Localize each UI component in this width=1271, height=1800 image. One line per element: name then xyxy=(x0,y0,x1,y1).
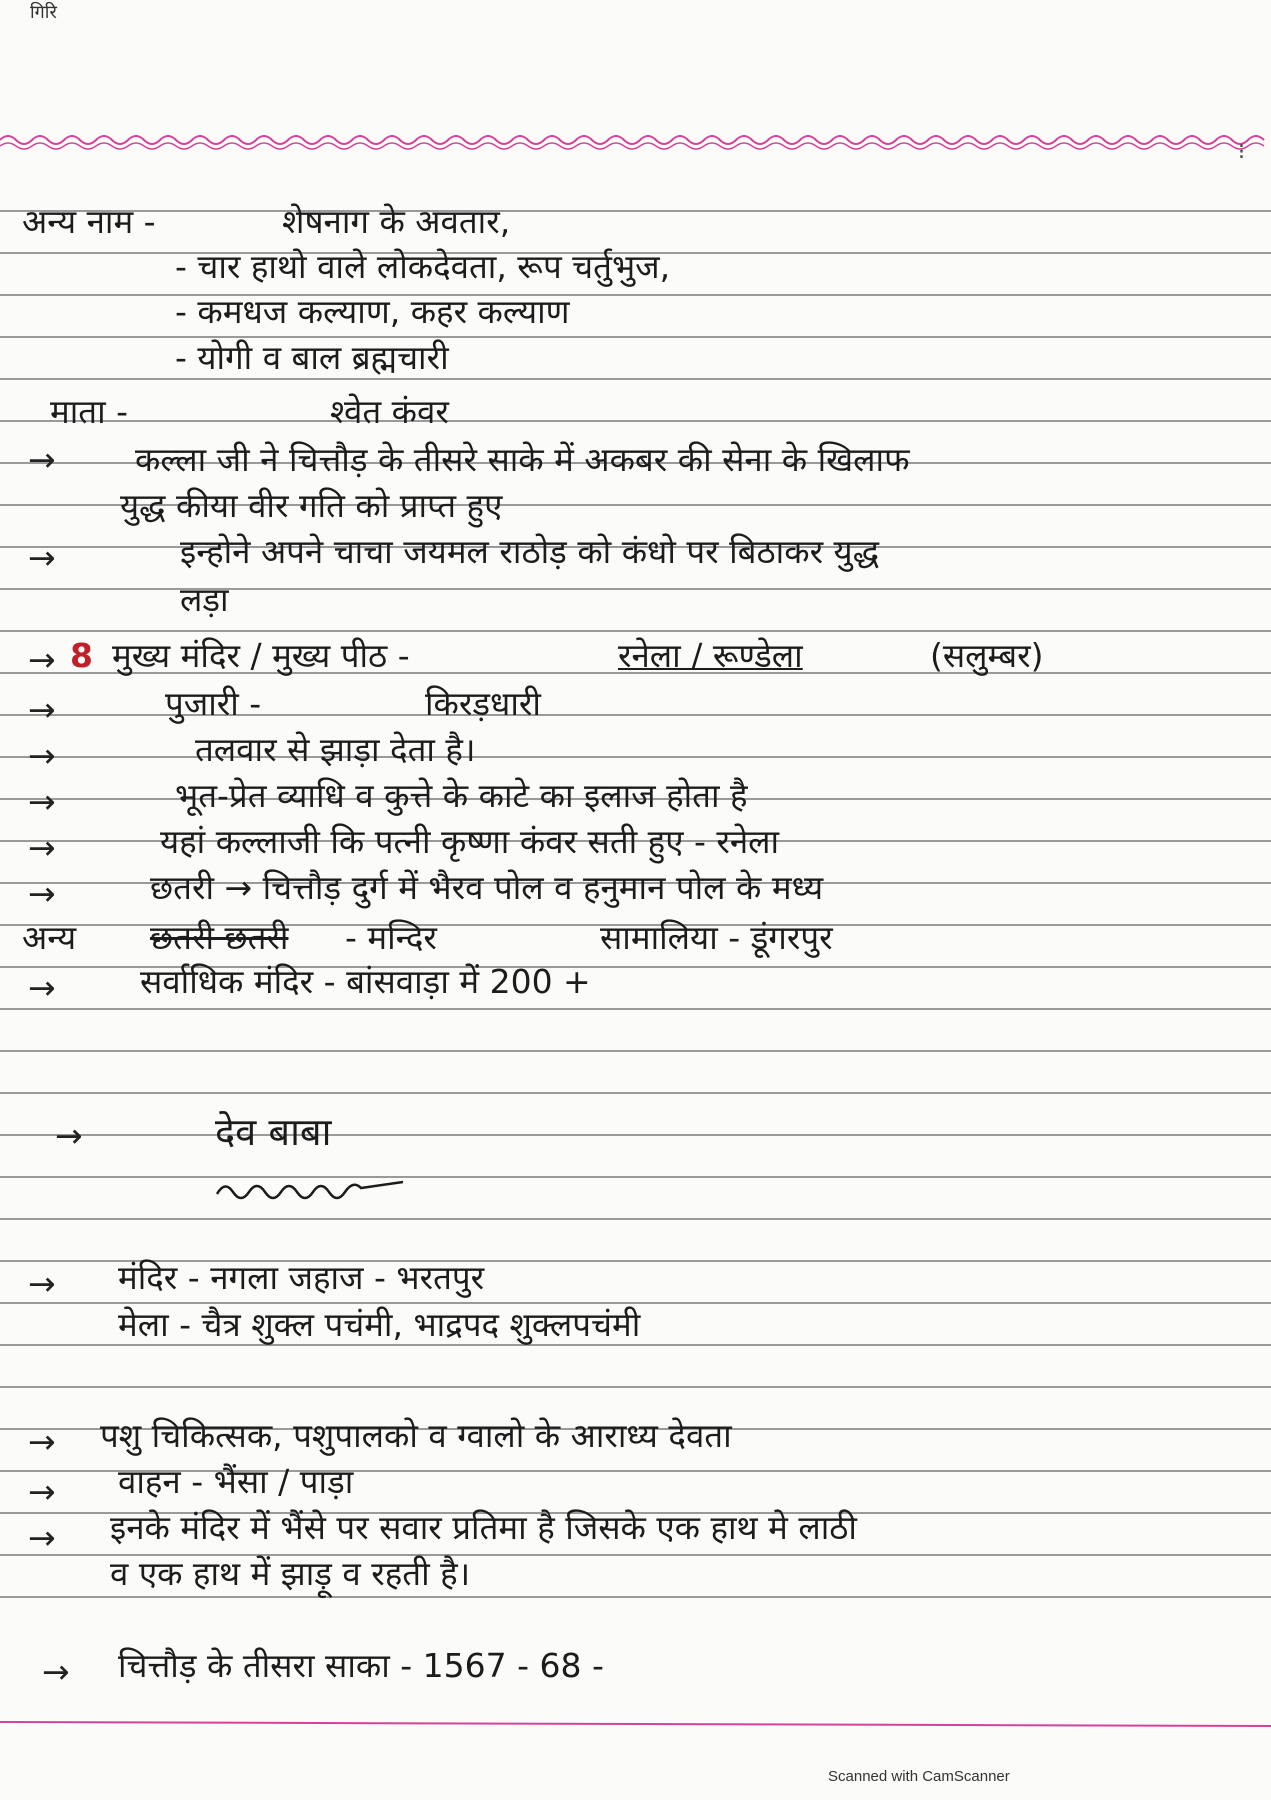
arrow-icon: → xyxy=(28,1472,56,1511)
dev-fair: मेला - चैत्र शुक्ल पचंमी, भाद्रपद शुक्लपचंमी xyxy=(118,1305,641,1344)
alt-name-1: शेषनाग के अवतार, xyxy=(282,202,511,241)
margin-dots: ⁝ xyxy=(1238,140,1245,165)
top-decorative-rule xyxy=(0,128,1271,150)
alt-name-2: - चार हाथो वाले लोकदेवता, रूप चर्तुभुज, xyxy=(175,247,671,286)
main-temple-district: (सलुम्बर) xyxy=(930,636,1044,675)
arrow-icon: → xyxy=(28,440,56,479)
arrow-icon: → xyxy=(28,640,56,679)
note-line-jaimal: इन्होने अपने चाचा जयमल राठोड़ को कंधो पर बिठाकर युद्ध xyxy=(180,532,880,571)
note-line-third-saka: चित्तौड़ के तीसरा साका - 1567 - 68 - xyxy=(118,1646,604,1685)
arrow-icon: → xyxy=(55,1116,83,1155)
alt-name-4: - योगी व बाल ब्रह्मचारी xyxy=(175,338,449,377)
note-line-ilaj: भूत-प्रेत व्याधि व कुत्ते के काटे का इलाज होता है xyxy=(175,776,748,815)
arrow-icon: → xyxy=(28,736,56,775)
note-line-jhaada: तलवार से झाड़ा देता है। xyxy=(195,730,476,769)
corner-text: गिरि xyxy=(30,2,57,23)
other-temple: - मन्दिर xyxy=(345,918,437,957)
note-line-saka: कल्ला जी ने चित्तौड़ के तीसरे साके में अकबर की सेना के खिलाफ xyxy=(135,440,910,479)
arrow-icon: → xyxy=(28,690,56,729)
heading-squiggle xyxy=(215,1178,405,1200)
arrow-icon: → xyxy=(28,1264,56,1303)
arrow-icon: → xyxy=(28,1518,56,1557)
arrow-icon: → xyxy=(28,538,56,577)
bottom-margin-rule xyxy=(0,1716,1271,1730)
note-line-aradhya: पशु चिकित्सक, पशुपालको व ग्वालो के आराध्य देवता xyxy=(100,1416,732,1455)
section-heading: देव बाबा xyxy=(215,1110,332,1154)
main-temple-place: रनेला / रूण्डेला xyxy=(618,636,803,675)
dev-temple: मंदिर - नगला जहाज - भरतपुर xyxy=(118,1258,485,1297)
note-line-jhaadu: व एक हाथ में झाड़ू व रहती है। xyxy=(110,1554,471,1593)
note-line-lada: लड़ा xyxy=(180,580,229,619)
arrow-icon: → xyxy=(28,1422,56,1461)
arrow-icon: → xyxy=(28,828,56,867)
note-line-veergati: युद्ध कीया वीर गति को प्राप्त हुए xyxy=(120,486,503,525)
arrow-icon: → xyxy=(42,1652,70,1691)
priest-label: पुजारी - xyxy=(165,684,262,723)
arrow-icon: → xyxy=(28,968,56,1007)
red-mark-icon: 8 xyxy=(70,636,93,675)
other-label: अन्य xyxy=(22,918,77,957)
alt-names-label: अन्य नाम - xyxy=(22,202,156,241)
mother-label: माता - xyxy=(50,392,129,431)
mother-name: श्वेत कंवर xyxy=(330,392,449,431)
arrow-icon: → xyxy=(28,782,56,821)
note-line-pratima: इनके मंदिर में भैंसे पर सवार प्रतिमा है जिसके एक हाथ मे लाठी xyxy=(110,1508,857,1547)
other-temple-place: सामालिया - डूंगरपुर xyxy=(600,918,833,957)
arrow-icon: → xyxy=(28,874,56,913)
main-temple-label: मुख्य मंदिर / मुख्य पीठ - xyxy=(112,636,410,675)
priest-name: किरड़धारी xyxy=(425,684,541,723)
struck-word: छतरी छतरी xyxy=(150,918,289,957)
alt-name-3: - कमधज कल्याण, कहर कल्याण xyxy=(175,292,570,331)
scanner-watermark: Scanned with CamScanner xyxy=(828,1768,1010,1785)
note-line-vahan: वाहन - भैंसा / पाड़ा xyxy=(118,1462,354,1501)
note-line-most-temples: सर्वाधिक मंदिर - बांसवाड़ा में 200 + xyxy=(140,962,591,1001)
note-line-chhatri: छतरी → चित्तौड़ दुर्ग में भैरव पोल व हनुमान पोल के मध्य xyxy=(150,868,824,907)
note-line-sati: यहां कल्लाजी कि पत्नी कृष्णा कंवर सती हुए - रनेला xyxy=(160,822,780,861)
